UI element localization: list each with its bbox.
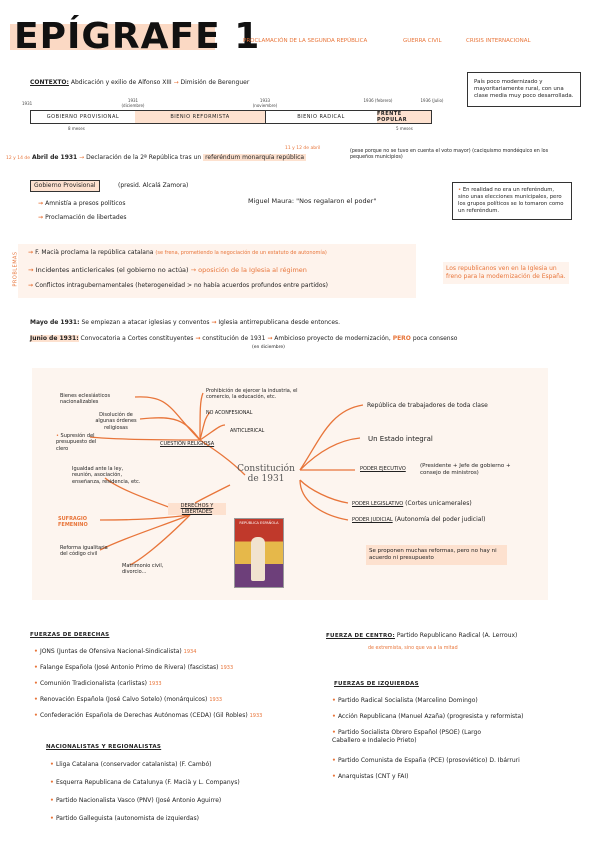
side-note-context: País poco modernizado y mayoritariamente rural, con una clase media muy poco desarrollada. — [467, 72, 581, 107]
proclamation-right-note: (pese porque no se tuvo en cuenta el voto mayor) (caciquismo mondéquico en los pequeños municipios) — [350, 149, 549, 161]
nacionalistas-item-4-text: Partido Galleguista (autonomista de izquierdas) — [55, 815, 199, 822]
derechas-item-2 — [34, 664, 233, 672]
arrow-icon: → — [190, 266, 199, 274]
bullet-icon: • — [34, 664, 40, 671]
cuestion-item-3: Disolución de algunas órdenes religiosas — [95, 412, 137, 431]
proclamation-date-note: 12 y 14 de — [6, 156, 31, 161]
derechas-item-2-text: Falange Española (José Antonio Primo de Rivera) (fascistas) — [39, 664, 219, 671]
arrow-icon: → — [38, 214, 46, 221]
mindmap-note: Se proponen muchas reformas, pero no hay ni acuerdo ni presupuesto — [366, 545, 507, 565]
arrow-icon: → — [195, 335, 201, 342]
timeline-segment-reformista: BIENIO REFORMISTA — [135, 111, 266, 123]
poster-figure — [251, 537, 265, 581]
bullet-icon: • — [50, 797, 56, 804]
bullet-icon: • — [34, 712, 40, 719]
cuestion-item-1: Bienes eclesiásticos nacionalizables — [60, 393, 111, 406]
cuestion-item-2: Prohibición de ejercer la industria, el comercio, la educación, etc. — [206, 388, 298, 401]
derechos-box: DERECHOS Y LIBERTADES — [168, 503, 226, 515]
derechas-item-1-year: 1934 — [183, 649, 197, 655]
bullet-icon: • — [50, 815, 56, 822]
context-text: Abdicación y exilio de Alfonso XIII — [70, 79, 172, 86]
izquierdas-item-4-text: Partido Comunista de España (PCE) (prosoviético) D. Ibárruri — [337, 757, 520, 764]
cuestion-item-6: ANTICLERICAL — [230, 429, 265, 434]
derechas-item-1-text: JONS (Juntas de Ofensiva Nacional-Sindicalista) — [39, 648, 182, 655]
derechas-item-5 — [34, 712, 262, 720]
bullet-icon: • — [34, 696, 40, 703]
nacionalistas-item-3 — [50, 797, 221, 805]
derechas-item-2-year: 1933 — [220, 665, 234, 671]
proclamation-date: Abril de 1931 — [31, 154, 78, 161]
izquierdas-item-1 — [332, 697, 478, 705]
derechos-item-3: Reforma igualitaria del código civil — [60, 545, 108, 558]
nacionalistas-item-3-text: Partido Nacionalista Vasco (PNV) (José Antonio Aguirre) — [55, 797, 222, 804]
event-junio-pero: PERO — [392, 335, 411, 342]
nacionalistas-item-2 — [50, 779, 240, 787]
poder-legislativo-label: PODER LEGISLATIVO — [352, 501, 404, 507]
proclamation-note-small: 11 y 12 de abril — [285, 146, 321, 151]
derechas-item-1 — [34, 648, 196, 656]
cuestion-item-5 — [56, 433, 108, 452]
page-title: EPÍGRAFE 1 — [14, 16, 261, 57]
derechas-item-4-year: 1933 — [209, 697, 223, 703]
timeline-tick-1: 1931 — [22, 101, 33, 106]
arrow-icon: → — [28, 282, 36, 289]
poder-ejecutivo-label: PODER EJECUTIVO — [360, 466, 406, 472]
derechas-item-3 — [34, 680, 162, 688]
event-junio-result: Ambicioso proyecto de modernización, — [274, 335, 391, 342]
bullet-icon: • — [50, 779, 56, 786]
arrow-icon: → — [173, 79, 179, 86]
right-item-2: Un Estado integral — [368, 435, 433, 443]
izquierdas-item-3-text: Partido Socialista Obrero Español (PSOE) (Largo Caballero e Indalecio Prieto) — [332, 729, 482, 744]
bullet-icon: • — [332, 729, 338, 736]
derechos-item-1: Igualdad ante la ley, reunión, asociación, enseñanza, residencia, etc. — [72, 466, 141, 485]
poder-legislativo — [352, 500, 472, 508]
problemas-vlabel: PROBLEMAS — [12, 251, 19, 287]
event-mayo-result: Iglesia antirrepublicana desde entonces. — [218, 319, 341, 326]
context-label: CONTEXTO: — [30, 79, 69, 86]
derechas-item-4 — [34, 696, 222, 704]
topic-3: CRISIS INTERNACIONAL — [466, 38, 531, 44]
cuestion-religiosa: CUESTIÓN RELIGIOSA — [160, 441, 215, 447]
right-item-1: República de trabajadores de toda clase — [367, 402, 488, 409]
gobierno-president: (presid. Alcalá Zamora) — [118, 182, 189, 189]
problema-2-text: Incidentes anticlericales (el gobierno no actúa) — [35, 266, 189, 274]
bullet-icon: • — [332, 757, 338, 764]
problema-1-extra: (se frena, prometiendo la negociación de un estatuto de autonomía) — [155, 250, 327, 256]
timeline-below-1: 8 meses — [68, 126, 85, 131]
nacionalistas-item-1-text: Lliga Catalana (conservador catalanista) (F. Cambó) — [55, 761, 212, 768]
poder-judicial-label: PODER JUDICIAL — [352, 517, 393, 523]
cuestion-item-5-text: Supresión del presupuesto del clero — [56, 433, 97, 452]
bullet-icon: • — [332, 773, 338, 780]
derechas-item-3-year: 1933 — [148, 681, 162, 687]
izquierdas-item-3 — [332, 729, 502, 745]
maura-quote: Miguel Maura: "Nos regalaron el poder" — [248, 197, 377, 205]
gobierno-label: Gobierno Provisional — [30, 180, 100, 192]
gobierno-item-1-text: Amnistía a presos políticos — [45, 200, 126, 207]
nacionalistas-item-4 — [50, 815, 199, 823]
side-note-referendum-text: En realidad no era un referéndum, sino unas elecciones municipales, pero los grupos políticos se lo tomaron como un referéndum. — [458, 187, 564, 214]
derechas-item-5-year: 1933 — [249, 713, 263, 719]
cuestion-item-4: NO ACONFESIONAL — [206, 411, 253, 416]
event-junio-text: Convocatoria a Cortes constituyentes — [80, 335, 194, 342]
bullet-icon: • — [332, 697, 338, 704]
poster-title: REPÚBLICA ESPAÑOLA — [239, 521, 279, 525]
arrow-icon: → — [79, 154, 85, 161]
gobierno-item-2-text: Proclamación de libertades — [45, 214, 127, 221]
bullet-icon: • — [332, 713, 338, 720]
poder-ejecutivo — [360, 465, 406, 473]
timeline-segment-gobierno: GOBIERNO PROVISIONAL — [31, 111, 136, 123]
poder-legislativo-text: (Cortes unicamerales) — [405, 500, 472, 507]
nacionalistas-item-2-text: Esquerra Republicana de Catalunya (F. Macià y L. Companys) — [55, 779, 240, 786]
arrow-icon: → — [38, 200, 46, 207]
timeline-tick-5: 1936 (Julio) — [420, 98, 444, 103]
izquierdas-item-1-text: Partido Radical Socialista (Marcelino Domingo) — [337, 697, 478, 704]
nacionalistas-title: NACIONALISTAS Y REGIONALISTAS — [46, 744, 162, 750]
poder-judicial-text: (Autonomía del poder judicial) — [394, 516, 486, 523]
event-junio-end: poca consenso — [412, 335, 458, 342]
arrow-icon: → — [28, 249, 36, 256]
poder-ejecutivo-text: (Presidente + Jefe de gobierno + consejo de ministros) — [420, 463, 511, 476]
derechos-item-2: SUFRAGIO FEMENINO — [58, 516, 88, 529]
context-text-2: Dimisión de Berenguer — [180, 79, 250, 86]
timeline-below-2: 5 meses — [396, 126, 413, 131]
arrow-icon: → — [211, 319, 217, 326]
bullet-icon: • — [458, 187, 463, 193]
event-mayo-date: Mayo de 1931: — [30, 319, 80, 326]
derechas-item-5-text: Confederación Española de Derechas Autónomas (CEDA) (Gil Robles) — [39, 712, 248, 719]
izquierdas-item-2-text: Acción Republicana (Manuel Azaña) (progresista y reformista) — [337, 713, 524, 720]
event-junio-mid: constitución de 1931 — [202, 335, 266, 342]
izquierdas-title: FUERZAS DE IZQUIERDAS — [334, 681, 419, 687]
izquierdas-item-5-text: Anarquistas (CNT y FAI) — [337, 773, 409, 780]
izquierdas-item-4 — [332, 757, 520, 765]
poder-judicial — [352, 516, 485, 524]
derechos-item-4: Matrimonio civil, divorcio... — [122, 563, 164, 576]
timeline-tick-4: 1936 (febrero) — [363, 98, 393, 103]
izquierdas-item-2 — [332, 713, 524, 721]
derechas-title: FUERZAS DE DERECHAS — [30, 632, 110, 638]
timeline-tick-2: 1931 (diciembre) — [121, 98, 145, 108]
centro-row — [326, 632, 517, 640]
republic-poster-image — [234, 518, 284, 588]
centro-title: FUERZA DE CENTRO: — [326, 633, 395, 639]
derechas-item-4-text: Renovación Española (José Calvo Sotelo) (monárquicos) — [39, 696, 208, 703]
centro-note: de extremista, sino que va a la mitad — [368, 646, 458, 651]
timeline-segment-frente: FRENTE POPULAR — [377, 111, 431, 123]
bullet-icon: • — [34, 648, 40, 655]
event-mayo-text: Se empiezan a atacar iglesias y conventos — [81, 319, 210, 326]
mindmap-center: Constitución de 1931 — [237, 464, 295, 484]
izquierdas-item-5 — [332, 773, 409, 781]
bullet-icon: • — [34, 680, 40, 687]
nacionalistas-item-1 — [50, 761, 212, 769]
bullet-icon: • — [56, 433, 61, 439]
topic-2: GUERRA CIVIL — [403, 38, 442, 44]
problema-3-text: Conflictos intragubernamentales (heterogeneidad > no había acuerdos profundos entre partidos) — [35, 282, 328, 289]
event-junio-date: Junio de 1931: — [30, 335, 79, 342]
proclamation-referendum: referéndum monarquía república — [205, 154, 305, 161]
timeline-segment-radical: BIENIO RADICAL — [265, 111, 378, 123]
topic-1: PROCLAMACIÓN DE LA SEGUNDA REPÚBLICA — [243, 38, 368, 44]
centro-text: Partido Republicano Radical (A. Lerroux) — [396, 632, 518, 639]
event-junio-sub: (en diciembre) — [252, 345, 285, 350]
derechas-item-3-text: Comunión Tradicionalista (carlistas) — [39, 680, 147, 687]
timeline-tick-3: 1933 (noviembre) — [252, 98, 278, 108]
bullet-icon: • — [50, 761, 56, 768]
side-note-iglesia: Los republicanos ven en la Iglesia un freno para la modernización de España. — [443, 262, 569, 284]
arrow-icon: → — [28, 266, 36, 274]
problema-1-text: F. Macià proclama la república catalana — [35, 249, 154, 256]
problema-2-extra: oposición de la Iglesia al régimen — [198, 266, 307, 274]
proclamation-text: Declaración de la 2ª República tras un — [86, 154, 202, 161]
arrow-icon: → — [267, 335, 273, 342]
